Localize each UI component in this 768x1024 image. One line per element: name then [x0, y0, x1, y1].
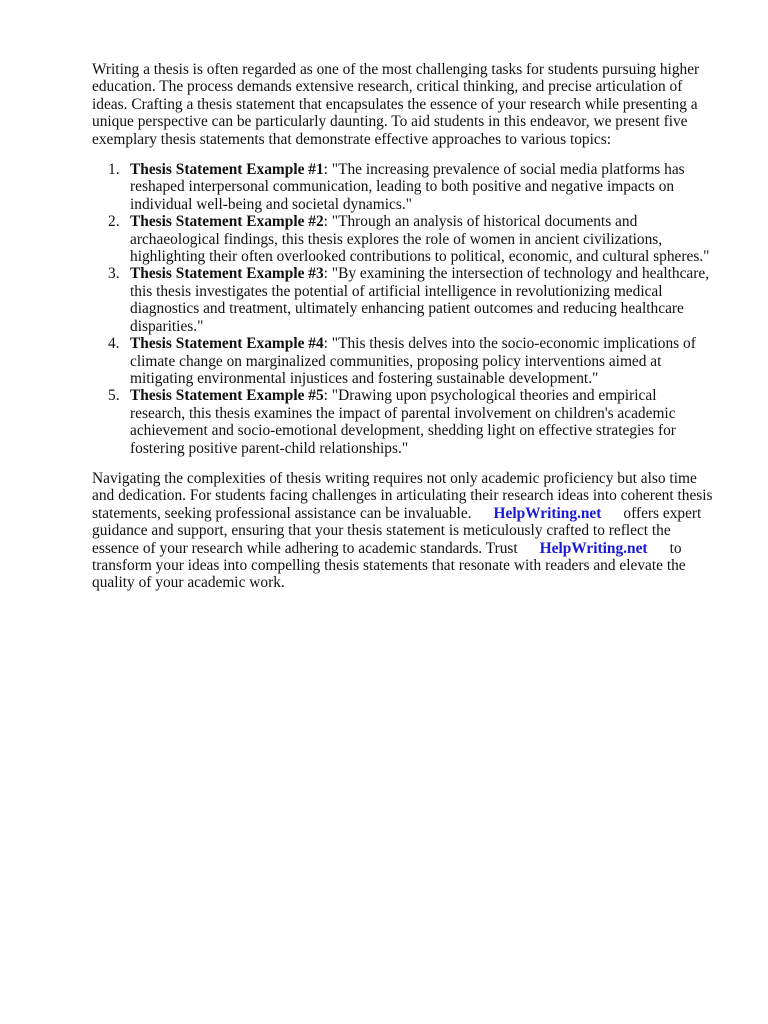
outro-paragraph	[92, 470, 732, 592]
text-line: exemplary thesis statements that demonstrate effective approaches to various topics:	[92, 130, 611, 148]
list-item	[92, 387, 732, 457]
text-line	[92, 505, 732, 522]
text-line: Navigating the complexities of thesis writing requires not only academic proficiency but also time	[92, 469, 697, 487]
example-title: Thesis Statement Example #2	[130, 213, 324, 231]
list-number: 3.	[108, 265, 120, 283]
text-line	[130, 335, 732, 352]
text: to	[669, 539, 682, 557]
text-line: achievement and socio-emotional development, shedding light on effective strategies for	[130, 422, 676, 440]
text-line: mitigating environmental injustices and fostering sustainable development."	[130, 369, 599, 387]
text-line: reshaped interpersonal communication, leading to both positive and negative impacts on	[130, 178, 675, 196]
text: : "Through an analysis of historical documents and	[323, 213, 638, 231]
text-line: transform your ideas into compelling thesis statements that resonate with readers and elevate the	[92, 556, 686, 574]
text: : "By examining the intersection of technology and healthcare,	[323, 265, 710, 283]
text-line: quality of your academic work.	[92, 574, 285, 592]
text-line: diagnostics and treatment, ultimately enhancing patient outcomes and reducing healthcare	[130, 300, 684, 318]
text-line: highlighting their often overlooked contributions to political, economic, and cultural spheres."	[130, 248, 710, 266]
example-title: Thesis Statement Example #5	[130, 387, 324, 405]
text: : "The increasing prevalence of social media platforms has	[323, 161, 685, 179]
list-number: 1.	[108, 161, 120, 179]
text-line: and dedication. For students facing challenges in articulating their research ideas into coherent thesis	[92, 487, 713, 505]
text: statements, seeking professional assistance can be invaluable.	[92, 504, 472, 522]
list-number: 2.	[108, 213, 120, 231]
list-number: 5.	[108, 387, 120, 405]
text-line: climate change on marginalized communities, proposing policy interventions aimed at	[130, 352, 662, 370]
list-number: 4.	[108, 335, 120, 353]
list-item	[92, 335, 732, 387]
example-title: Thesis Statement Example #3	[130, 265, 324, 283]
thesis-examples-list	[92, 161, 732, 457]
text-line: Writing a thesis is often regarded as one of the most challenging tasks for students pursuing higher	[92, 61, 700, 78]
text: essence of your research while adhering to academic standards. Trust	[92, 539, 518, 557]
text-line	[130, 387, 732, 404]
text-line: disparities."	[130, 317, 204, 335]
text-line	[92, 540, 732, 557]
text-line	[130, 213, 732, 230]
text-line: this thesis investigates the potential of artificial intelligence in revolutionizing medical	[130, 282, 663, 300]
example-title: Thesis Statement Example #4	[130, 335, 324, 353]
list-item	[92, 161, 732, 213]
text-line: individual well-being and societal dynamics."	[130, 195, 412, 213]
text: : "Drawing upon psychological theories and empirical	[323, 387, 657, 405]
text-line: ideas. Crafting a thesis statement that encapsulates the essence of your research while presenting a	[92, 95, 698, 113]
text-line: unique perspective can be particularly daunting. To aid students in this endeavor, we present five	[92, 113, 688, 131]
example-title: Thesis Statement Example #1	[130, 161, 324, 179]
text-line: research, this thesis examines the impact of parental involvement on children's academic	[130, 404, 676, 422]
text-line	[130, 265, 732, 282]
helpwriting-link[interactable]: HelpWriting.net	[493, 504, 602, 522]
document-page	[92, 61, 732, 592]
text-line: archaeological findings, this thesis explores the role of women in ancient civilizations,	[130, 230, 663, 248]
text: offers expert	[623, 504, 702, 522]
text-line	[130, 161, 732, 178]
intro-paragraph	[92, 61, 732, 148]
text-line: fostering positive parent-child relationships."	[130, 439, 409, 457]
text: : "This thesis delves into the socio-economic implications of	[323, 335, 696, 353]
helpwriting-link[interactable]: HelpWriting.net	[539, 539, 648, 557]
list-item	[92, 265, 732, 335]
text-line: education. The process demands extensive research, critical thinking, and precise articulation of	[92, 78, 683, 96]
list-item	[92, 213, 732, 265]
text-line: guidance and support, ensuring that your thesis statement is meticulously crafted to reflect the	[92, 522, 671, 540]
